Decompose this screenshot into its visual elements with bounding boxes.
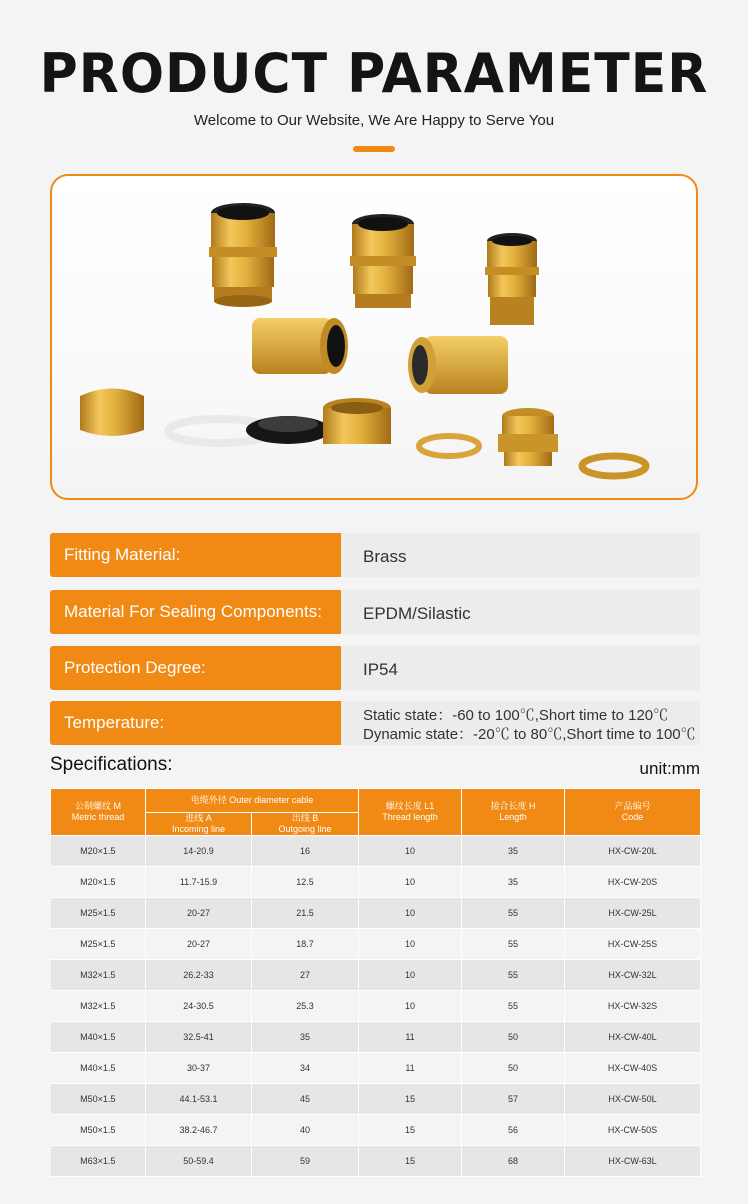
param-label: Material For Sealing Components: <box>50 590 341 634</box>
param-value: Brass <box>341 533 700 577</box>
gland-large-1 <box>209 203 277 307</box>
table-row: M20×1.5 14-20.9 16 10 35 HX-CW-20L <box>51 836 701 867</box>
header-incoming-line: 进线 A Incoming line <box>146 813 252 836</box>
brass-nut-body <box>323 398 391 444</box>
accent-divider <box>353 146 395 152</box>
specifications-title: Specifications: <box>50 754 173 775</box>
param-value <box>341 701 700 745</box>
param-row-temperature <box>50 701 700 745</box>
param-value: EPDM/Silastic <box>341 590 700 634</box>
temperature-static: Static state：-60 to 100℃,Short time to 120℃ <box>363 707 669 724</box>
unit-label: unit:mm <box>639 759 700 778</box>
cable-gland-illustration <box>52 176 696 498</box>
gland-lying-1 <box>252 318 348 374</box>
gland-medium <box>485 233 539 325</box>
header-outer-diameter: 电缆外径 Outer diameter cable <box>146 789 359 813</box>
product-photo <box>50 174 698 500</box>
table-row: M40×1.5 30-37 34 11 50 HX-CW-40S <box>51 1053 701 1084</box>
table-row: M20×1.5 11.7-15.9 12.5 10 35 HX-CW-20S <box>51 867 701 898</box>
param-value: IP54 <box>341 646 700 690</box>
specifications-table <box>50 788 701 1177</box>
table-row: M50×1.5 38.2-46.7 40 15 56 HX-CW-50S <box>51 1115 701 1146</box>
param-row-fitting-material <box>50 533 700 577</box>
brass-ring <box>419 436 479 456</box>
page-title: PRODUCT PARAMETER <box>39 42 709 106</box>
table-row: M32×1.5 26.2-33 27 10 55 HX-CW-32L <box>51 960 701 991</box>
table-row: M50×1.5 44.1-53.1 45 15 57 HX-CW-50L <box>51 1084 701 1115</box>
param-label: Fitting Material: <box>50 533 341 577</box>
gland-lying-2 <box>408 336 508 394</box>
black-seal <box>246 416 330 444</box>
table-row: M40×1.5 32.5-41 35 11 50 HX-CW-40L <box>51 1022 701 1053</box>
table-row: M25×1.5 20-27 18.7 10 55 HX-CW-25S <box>51 929 701 960</box>
lock-nut <box>582 456 646 476</box>
specifications-body <box>51 836 701 1177</box>
gland-large-2 <box>350 214 416 308</box>
temperature-dynamic: Dynamic state：-20℃ to 80℃,Short time to 100℃ <box>363 726 696 743</box>
param-label: Protection Degree: <box>50 646 341 690</box>
brass-fitting-small <box>498 408 558 466</box>
header-metric-thread: 公制螺纹 M Metric thread <box>51 789 146 836</box>
table-row: M32×1.5 24-30.5 25.3 10 55 HX-CW-32S <box>51 991 701 1022</box>
header-length: 接合长度 H Length <box>462 789 565 836</box>
header-outgoing-line: 出线 B Outgoing line <box>252 813 359 836</box>
dome-cap <box>80 389 144 437</box>
param-label: Temperature: <box>50 701 341 745</box>
page-subtitle: Welcome to Our Website, We Are Happy to Serve You <box>193 112 555 129</box>
param-row-protection-degree <box>50 646 700 690</box>
table-row: M63×1.5 50-59.4 59 15 68 HX-CW-63L <box>51 1146 701 1177</box>
header-code: 产品编号 Code <box>565 789 701 836</box>
param-row-sealing-material <box>50 590 700 634</box>
table-row: M25×1.5 20-27 21.5 10 55 HX-CW-25L <box>51 898 701 929</box>
header-thread-length: 螺纹长度 L1 Thread length <box>359 789 462 836</box>
